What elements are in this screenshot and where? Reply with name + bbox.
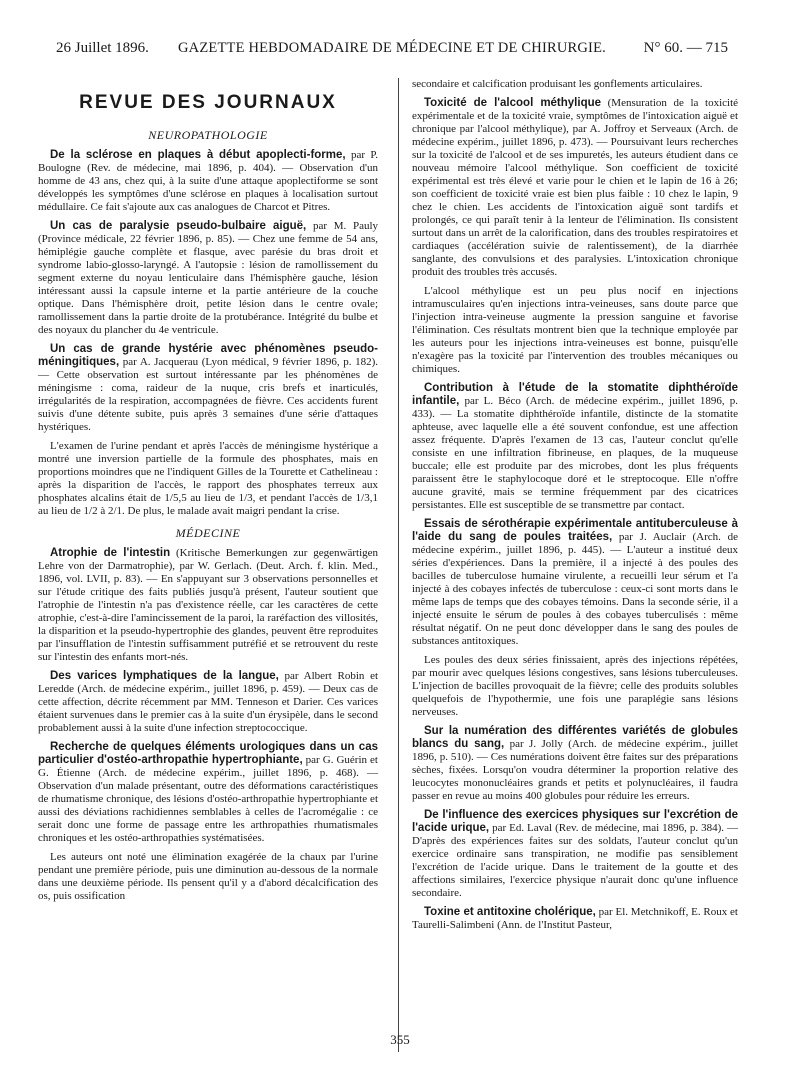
article-body: par Albert Robin et Leredde (Arch. de médecine expérim., juillet 1896, p. 459). — Deux cas de cette affection, décrite récemment par MM. Tenneson et Darier. Ces varices étaient survenues dans le premier cas à la suite d'un érysipèle, dans le second probablement aussi à la suite d'une infection streptococcique. bbox=[38, 670, 379, 734]
article-heading: De l'influence des exercices physiques sur l'excrétion de l'acide urique, bbox=[412, 809, 738, 834]
issue-date: 26 Juillet 1896. bbox=[56, 40, 149, 56]
main-title: REVUE DES JOURNAUX bbox=[79, 92, 337, 113]
article-body: (Mensuration de la toxicité expérimentale et de la toxicité vraie, symptômes de l'intoxication aiguë et chronique par l'alcool méthylique), par A. Joffroy et Serveaux (Arch. de médecine expérim., juillet 1896, p. 473). — Poursuivant leurs recherches sur la toxicité de l'alcool et de ses impuretés, les auteurs étudient dans ce nouveau mémoire l'alcool méthylique. Son coefficient de toxicité expérimental est très élevé et varie pour le chien et le lapin de 16 à 26; son coefficient de toxicité vraie est bien plus faible : 10 chez le lapin, 9 chez le chien. Les accidents de l'intoxication aiguë sont tardifs et prolongés, ce qui paraît tenir à la lenteur de l'élimination. Ils consistent surtout dans un arrêt de la calorification, dans des troubles respiratoires et cardiaques (accélération suivie de ralentissement), de la diarrhée sanglante, des convulsions et des paralysies. L'intoxication chronique produit des troubles très accusés. bbox=[412, 97, 739, 278]
article-varices bbox=[38, 670, 378, 735]
article-alcool bbox=[412, 97, 738, 279]
section-heading-neuro: NEUROPATHOLOGIE bbox=[148, 128, 268, 142]
journal-title: GAZETTE HEBDOMADAIRE DE MÉDECINE ET DE CHIRURGIE. bbox=[178, 40, 606, 56]
page-number: 355 bbox=[390, 1032, 410, 1047]
right-column bbox=[412, 78, 738, 938]
article-heading: Toxine et antitoxine cholérique, bbox=[424, 906, 596, 918]
column-divider bbox=[398, 78, 399, 1052]
article-globules bbox=[412, 725, 738, 803]
article-body: par P. Boulogne (Rev. de médecine, mai 1896, p. 404). — Observation d'un homme de 43 ans, chez qui, à la suite d'une attaque apoplectiforme se sont développés les symptômes d'une sclérose en plaques à localisation surtout médullaire. Ce fait s'ajoute aux cas analogues de Charcot et Pitres. bbox=[38, 149, 379, 213]
article-body: (Kritische Bemerkungen zur gegenwärtigen Lehre von der Darmatrophie), par W. Gerlach. (Deut. Arch. f. klin. Med., 1896, vol. LVII, p. 83). — En s'appuyant sur 3 observations personnelles et sur l'étude critique des faits publiés jusqu'à présent, l'auteur soutient que l'atrophie de l'intestin n'a pas d'existence réelle, car les caractères de cette atrophie, c'est-à-dire l'amincissement de la paroi, la raréfaction des villosités, la disparition et la pseudo-hypertrophie des glandes, peuvent être reproduites par l'insufflation de l'intestin suffisamment putréfié et se retrouvent du reste sur l'intestin des enfants mort-nés. bbox=[38, 547, 379, 663]
article-stomatite bbox=[412, 382, 738, 512]
article-body: par Ed. Laval (Rev. de médecine, mai 1896, p. 384). — D'après des expériences faites sur des soldats, l'auteur conclut qu'un exercice ordinaire sans transpiration, ne modifie pas sensiblement l'excrétion de l'acide urique. Dans le traitement de la goutte et des affections similaires, l'exercice physique n'aurait donc qu'une influence secondaire. bbox=[412, 822, 738, 899]
running-header bbox=[56, 40, 728, 62]
article-heading: Atrophie de l'intestin bbox=[50, 547, 171, 559]
article-heading: Sur la numération des différentes variétés de globules blancs du sang, bbox=[412, 725, 738, 750]
article-body: par A. Jacquerau (Lyon médical, 9 février 1896, p. 182). — Cette observation est surtout intéressante par les phénomènes de méningisme : coma, raideur de la nuque, cris brefs et inarticulés, irrégularités de la respiration, accompagnées de fièvre. Ces accidents furent suivis d'une détente subite, puis après 3 semaines d'une série d'attaques hystériques. bbox=[38, 356, 379, 433]
article-heading: Des varices lymphatiques de la langue, bbox=[50, 670, 279, 682]
article-body: par J. Auclair (Arch. de médecine expérim., juillet 1896, p. 445). — L'auteur a institué deux séries d'expériences. Dans la première, il a injecté à des poules des bacilles de tuberculose humaine virulente, a recueilli leur sérum et l'a injecté à des cobayes infectés de tuberculose : ceux-ci sont morts dans le même laps de temps que des cobayes témoins. Dans la seconde série, il a injecté ensuite le sérum de poules à des cobayes tuberculisés : même résultat négatif. On ne peut donc développer dans le sang des poules de substances antitoxiques. bbox=[412, 531, 738, 647]
left-column bbox=[38, 78, 378, 909]
article-paragraph: L'alcool méthylique est un peu plus nocif en injections intramusculaires qu'en injections intra-veineuses, sans doute parce que l'injection intra-veineuse augmente la pression sanguine et favorise l'élimination. Ces résultats montrent bien que la technique employée par les auteurs pour les injections intra-veineuses est bonne, puisqu'elle n'exagère pas la toxicité par l'intervention des troubles mécaniques ou chimiques. bbox=[412, 285, 738, 375]
article-heading: Recherche de quelques éléments urologiques dans un cas particulier d'ostéo-arthropathie hypertrophiante, bbox=[38, 741, 378, 766]
article-urologie bbox=[38, 741, 378, 845]
article-heading: De la sclérose en plaques à début apoplecti-forme, bbox=[50, 149, 346, 161]
article-heading: Un cas de paralysie pseudo-bulbaire aiguë, bbox=[50, 220, 307, 232]
article-body: par G. Guérin et G. Étienne (Arch. de médecine expérim., juillet 1896, p. 468). — Observation d'un malade présentant, outre des déformations caractéristiques de rhumatisme chronique, des lésions d'ostéo-arthropathie hypertrophiante et aussi des déviations rachidiennes semblables à celles de l'acromégalie : ce serait donc une forme de passage entre les arthropathies rhumatismales chroniques et les ostéo-arthropathies systématisées. bbox=[38, 754, 378, 844]
article-toxine bbox=[412, 906, 738, 932]
article-body: par L. Béco (Arch. de médecine expérim., juillet 1896, p. 433). — La stomatite diphthéroïde infantile, distincte de la stomatite aphteuse, avec laquelle elle a été souvent confondue, est une affection assez fréquente. D'après l'examen de 13 cas, l'auteur conclut qu'elle consiste en une infiltration fibrineuse, en plaques, de la muqueuse buccale; elle est produite par des microbes, dont les plus fréquents paraissent être le staphylocoque doré et le streptocoque. Elle n'offre aucune gravité, mais se termine fréquemment par des cicatrices persistantes. Elle est susceptible de se transmettre par contact. bbox=[412, 395, 739, 511]
article-paragraph: Les poules des deux séries finissaient, après des injections répétées, par mourir avec quelques lésions congestives, sans lésions tuberculeuses. L'injection de bacilles provoquait de la fièvre; celle des produits solubles quelquefois de l'hypothermie, une fois une paraplégie sans lésions nerveuses. bbox=[412, 654, 738, 718]
article-paragraph: L'examen de l'urine pendant et après l'accès de méningisme hystérique a montré une inversion partielle de la formule des phosphates, mais en proportions moindres que ne l'indiquent Gilles de la Tourette et Cathelineau : après la disparition de l'accès, le rapport des phosphates terreux aux phosphates alcalins était de 1/5,5 au lieu de 1/3, et pendant l'accès de 1/3,1 au lieu de 1/2 à 2/1. De plus, le malade avait maigri pendant la crise. bbox=[38, 440, 378, 517]
article-heading: Toxicité de l'alcool méthylique bbox=[424, 97, 602, 109]
section-heading-medecine: MÉDECINE bbox=[175, 526, 241, 540]
article-hysterie bbox=[38, 343, 378, 434]
article-body: par J. Jolly (Arch. de médecine expérim., juillet 1896, p. 510). — Ces numérations doivent être faites sur des préparations sèches, fixées. Lorsqu'on voudra déterminer la proportion relative des leucocytes mononucléaires grands et petits et polynucléaires, il faudra passer en revue au moins 400 globules pour réduire les erreurs. bbox=[412, 738, 738, 802]
article-heading: Contribution à l'étude de la stomatite diphthéroïde infantile, bbox=[412, 382, 738, 407]
article-serotherapie bbox=[412, 518, 738, 648]
article-acide-urique bbox=[412, 809, 738, 900]
issue-number-page: N° 60. — 715 bbox=[643, 40, 728, 56]
article-heading: Un cas de grande hystérie avec phénomènes pseudo-méningitiques, bbox=[38, 343, 378, 368]
article-paragraph: Les auteurs ont noté une élimination exagérée de la chaux par l'urine pendant une première période, puis une diminution au-dessous de la normale dans une deuxième période. Ils pensent qu'il y a d'abord décalcification des os, puis ossification bbox=[38, 851, 378, 902]
article-paralysie bbox=[38, 220, 378, 337]
article-sclerose bbox=[38, 149, 378, 214]
article-heading: Essais de sérothérapie expérimentale antituberculeuse à l'aide du sang de poules traitées, bbox=[412, 518, 738, 543]
article-body: par El. Metchnikoff, E. Roux et Taurelli-Salimbeni (Ann. de l'Institut Pasteur, bbox=[412, 906, 738, 931]
article-body: par M. Pauly (Province médicale, 22 février 1896, p. 85). — Chez une femme de 54 ans, hémiplégie gauche complète et flasque, avec parésie du bras droit et syndrome labio-glosso-laryngé. A l'autopsie : lésion de ramollissement du segment externe du noyau lenticulaire dans l'hémisphère gauche, lésion intéressant aussi la capsule interne et la partie antérieure de la couche optique. Dans l'hémisphère droit, petite lésion dans le centre ovale; ramollissement dans la partie droite de la protubérance. Intégrité du bulbe et des noyaux du plancher du 4e ventricule. bbox=[38, 220, 379, 336]
article-atrophie bbox=[38, 547, 378, 664]
continued-paragraph: secondaire et calcification produisant les gonflements articulaires. bbox=[412, 78, 703, 90]
